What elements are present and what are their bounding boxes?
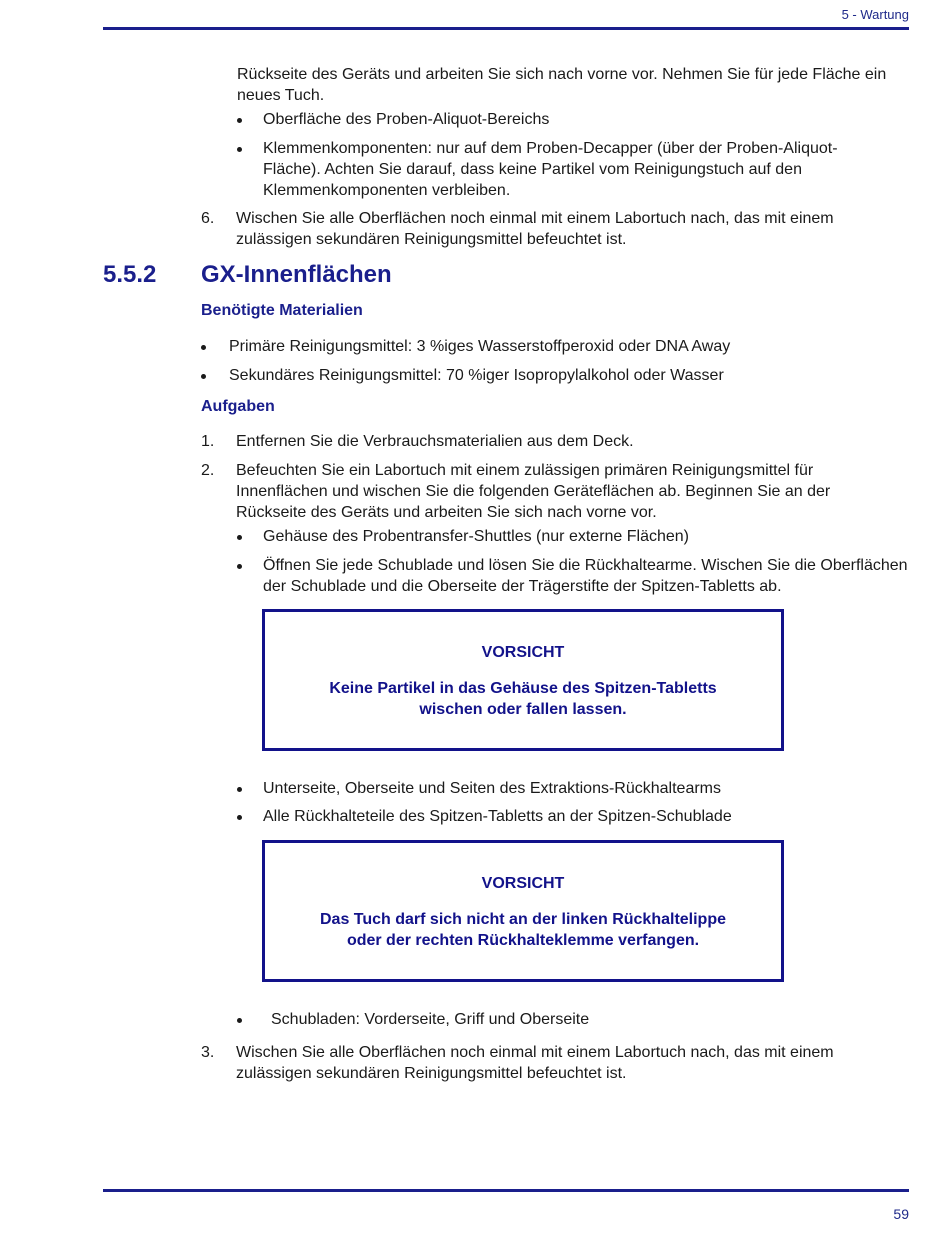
caution-title: VORSICHT <box>481 875 565 892</box>
bullet-item: Alle Rückhalteteile des Spitzen-Tabletts an der Spitzen-Schublade <box>263 808 732 825</box>
bullet-item: Gehäuse des Probentransfer-Shuttles (nur externe Flächen) <box>263 528 690 545</box>
material-item: Sekundäres Reinigungsmittel: 70 %iger Isopropylalkohol oder Wasser <box>229 367 724 384</box>
bullet-icon <box>237 147 242 152</box>
section-number: 5.5.2 <box>103 261 157 288</box>
page-number: 59 <box>893 1206 909 1222</box>
bullet-icon <box>237 564 242 569</box>
tasks-heading: Aufgaben <box>201 398 275 415</box>
step-text: Entfernen Sie die Verbrauchsmaterialien aus dem Deck. <box>236 433 634 450</box>
step-number: 1. <box>201 433 215 450</box>
bullet-icon <box>237 1018 242 1023</box>
caution-box <box>262 609 784 751</box>
material-item: Primäre Reinigungsmittel: 3 %iges Wasserstoffperoxid oder DNA Away <box>229 338 731 355</box>
bullet-icon <box>237 118 242 123</box>
bullet-item: Schubladen: Vorderseite, Griff und Oberseite <box>271 1011 590 1028</box>
bullet-icon <box>237 815 242 820</box>
materials-heading: Benötigte Materialien <box>201 302 363 319</box>
bullet-item: Öffnen Sie jede Schublade und lösen Sie die Rückhaltearme. Wischen Sie die Oberflächen der Schublade und die Oberseite der Trägerstifte der Spitzen-Tabletts ab. <box>263 557 908 595</box>
bullet-item: Oberfläche des Proben-Aliquot-Bereichs <box>263 111 550 128</box>
running-header: 5 - Wartung <box>841 7 909 22</box>
caution-title: VORSICHT <box>481 644 565 661</box>
step-number: 2. <box>201 462 215 479</box>
bullet-icon <box>201 374 206 379</box>
step-number: 6. <box>201 210 215 227</box>
caution-text: Das Tuch darf sich nicht an der linken Rückhaltelippe oder der rechten Rückhalteklemme verfangen. <box>319 911 726 949</box>
step-text: Befeuchten Sie ein Labortuch mit einem zulässigen primären Reinigungsmittel für Innenflächen und wischen Sie die folgenden Geräteflächen ab. Beginnen Sie an der Rückseite des Geräts und arbeiten Sie sich nach vorne vor. <box>236 462 831 521</box>
caution-box <box>262 840 784 982</box>
bullet-icon <box>237 787 242 792</box>
step-text: Wischen Sie alle Oberflächen noch einmal mit einem Labortuch nach, das mit einem zulässigen sekundären Reinigungsmittel befeuchtet ist. <box>236 210 834 248</box>
continued-paragraph: Rückseite des Geräts und arbeiten Sie sich nach vorne vor. Nehmen Sie für jede Fläche ein neues Tuch. <box>237 66 887 104</box>
caution-text: Keine Partikel in das Gehäuse des Spitzen-Tabletts wischen oder fallen lassen. <box>329 680 717 718</box>
header-rule <box>103 27 909 30</box>
bullet-item: Unterseite, Oberseite und Seiten des Extraktions-Rückhaltearms <box>263 780 721 797</box>
step-text: Wischen Sie alle Oberflächen noch einmal mit einem Labortuch nach, das mit einem zulässigen sekundären Reinigungsmittel befeuchtet ist. <box>236 1044 834 1082</box>
bullet-icon <box>201 345 206 350</box>
footer-rule <box>103 1189 909 1192</box>
bullet-item: Klemmenkomponenten: nur auf dem Proben-Decapper (über der Proben-Aliquot-Fläche). Achten Sie darauf, dass keine Partikel vom Reinigungstuch auf den Klemmenkomponenten verbleiben. <box>263 140 838 199</box>
section-title: GX-Innenflächen <box>201 261 392 288</box>
bullet-icon <box>237 535 242 540</box>
step-number: 3. <box>201 1044 215 1061</box>
